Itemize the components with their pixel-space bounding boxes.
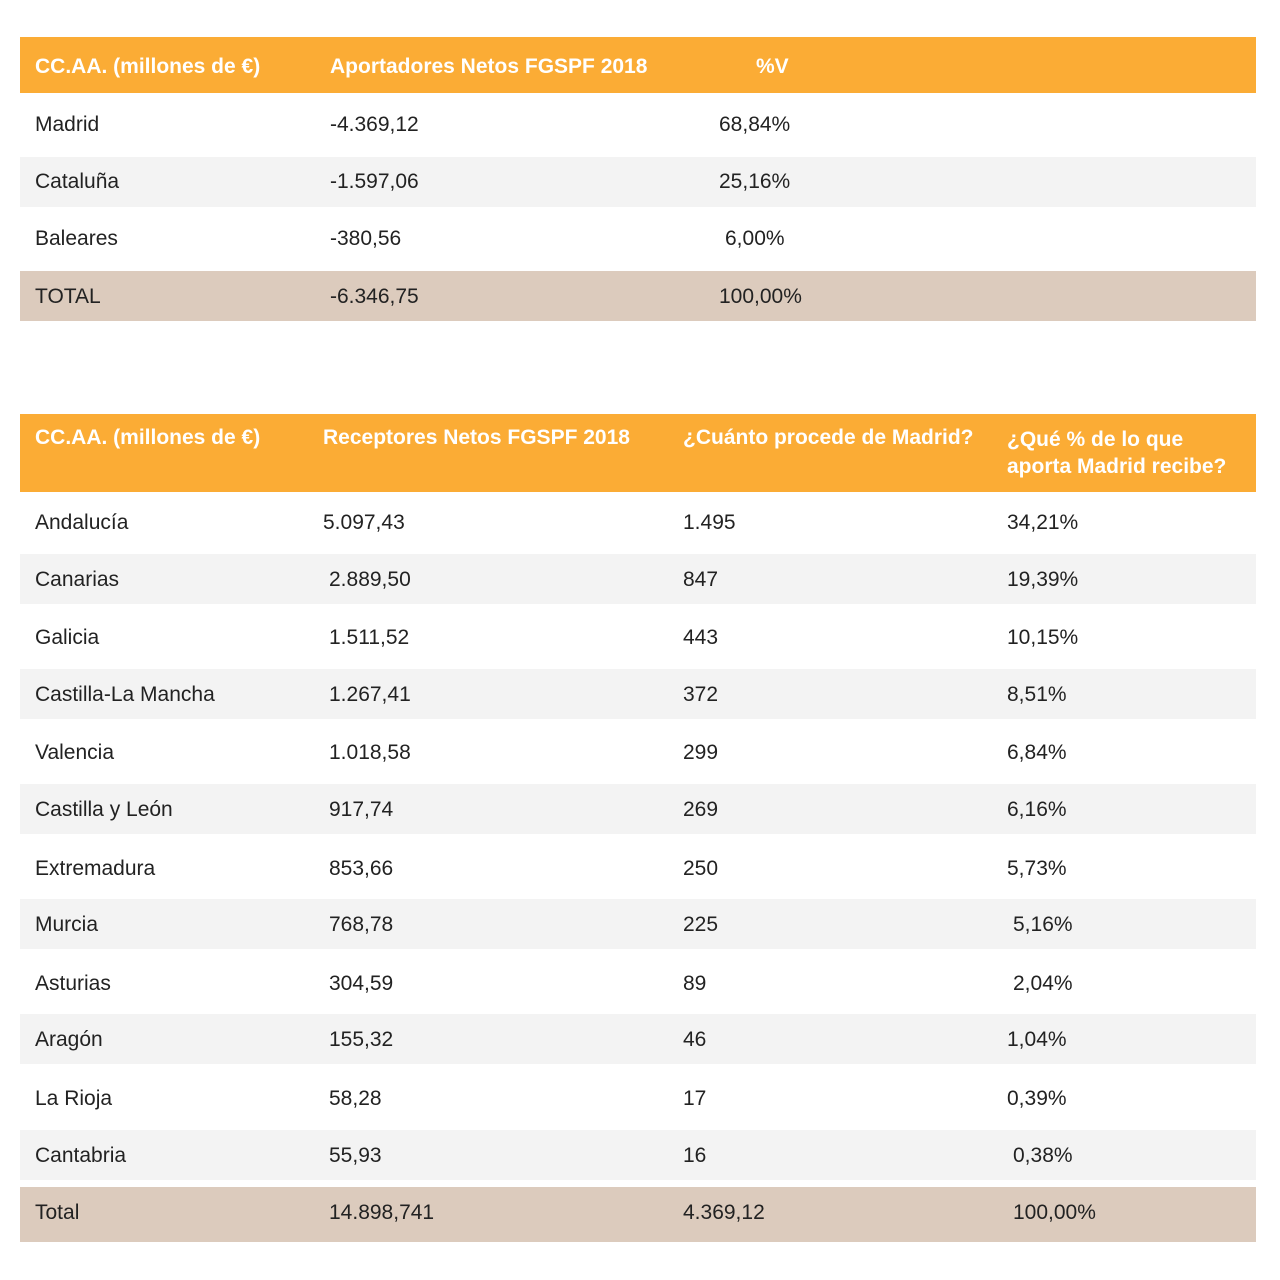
cell-value: 1.018,58 [329,741,411,764]
table-row-total [20,1187,1256,1242]
cell-value: 5.097,43 [323,511,405,534]
cell-value: 155,32 [329,1028,394,1051]
cell-madrid: 250 [683,857,719,880]
cell-region: TOTAL [35,285,101,308]
table-row [20,157,1256,207]
cell-percent: 6,00% [725,227,785,250]
cell-percent: 2,04% [1013,972,1073,995]
cell-region: Galicia [35,626,100,649]
table-row [20,838,1256,895]
cell-region: Baleares [35,227,118,250]
header-ccaa: CC.AA. (millones de €) [35,426,261,449]
table-row [20,554,1256,604]
cell-madrid: 16 [683,1144,707,1167]
header-que-porcentaje: ¿Qué % de lo que aporta Madrid recibe? [1007,428,1227,478]
cell-region: Cataluña [35,170,120,193]
table-row [20,899,1256,949]
cell-percent: 100,00% [1013,1201,1096,1224]
cell-percent: 10,15% [1007,626,1079,649]
cell-percent: 8,51% [1007,683,1067,706]
table-row-total [20,271,1256,321]
cell-percent: 25,16% [719,170,791,193]
table-row [20,784,1256,834]
cell-region: Valencia [35,741,114,764]
cell-madrid: 443 [683,626,719,649]
cell-region: Castilla-La Mancha [35,683,215,706]
table-row [20,1014,1256,1064]
cell-value: 853,66 [329,857,394,880]
table-row [20,1068,1256,1125]
cell-madrid: 299 [683,741,719,764]
cell-madrid: 17 [683,1087,707,1110]
cell-madrid: 269 [683,798,719,821]
cell-value: 55,93 [329,1144,382,1167]
cell-value: 14.898,741 [329,1201,435,1224]
cell-madrid: 46 [683,1028,707,1051]
receptores-table [20,414,1256,1238]
cell-region: Cantabria [35,1144,127,1167]
table-row [20,1130,1256,1180]
cell-region: Madrid [35,113,100,136]
receptores-header-row [20,414,1256,492]
header-aportadores: Aportadores Netos FGSPF 2018 [330,55,648,78]
cell-madrid: 1.495 [683,511,736,534]
cell-madrid: 89 [683,972,707,995]
table-row [20,607,1256,664]
cell-value: 917,74 [329,798,394,821]
cell-value: 58,28 [329,1087,382,1110]
header-ccaa: CC.AA. (millones de €) [35,55,261,78]
header-percent: %V [756,55,789,78]
cell-madrid: 372 [683,683,719,706]
table-row [20,492,1256,549]
cell-region: Aragón [35,1028,103,1051]
table-row [20,212,1256,269]
cell-value: 1.511,52 [329,626,410,649]
cell-madrid: 4.369,12 [683,1201,765,1224]
cell-value: -4.369,12 [330,113,419,136]
cell-region: Andalucía [35,511,129,534]
cell-value: 304,59 [329,972,394,995]
aportadores-header-row [20,37,1256,93]
table-row [20,722,1256,779]
cell-value: -380,56 [330,227,402,250]
cell-percent: 19,39% [1007,568,1079,591]
cell-region: Extremadura [35,857,156,880]
cell-madrid: 847 [683,568,719,591]
cell-region: Murcia [35,913,99,936]
cell-percent: 68,84% [719,113,791,136]
cell-region: Total [35,1201,80,1224]
cell-value: 768,78 [329,913,394,936]
aportadores-table [20,37,1256,321]
cell-percent: 1,04% [1007,1028,1067,1051]
cell-percent: 6,84% [1007,741,1067,764]
cell-percent: 5,73% [1007,857,1067,880]
cell-value: 1.267,41 [329,683,411,706]
header-receptores: Receptores Netos FGSPF 2018 [323,426,630,449]
cell-value: -6.346,75 [330,285,419,308]
header-cuanto-madrid: ¿Cuánto procede de Madrid? [683,426,974,449]
cell-value: -1.597,06 [330,170,419,193]
cell-region: La Rioja [35,1087,113,1110]
cell-region: Asturias [35,972,111,995]
table-row [20,953,1256,1010]
cell-value: 2.889,50 [329,568,411,591]
cell-percent: 0,39% [1007,1087,1067,1110]
cell-madrid: 225 [683,913,719,936]
cell-percent: 5,16% [1013,913,1073,936]
table-row [20,669,1256,719]
cell-percent: 0,38% [1013,1144,1073,1167]
cell-percent: 6,16% [1007,798,1067,821]
cell-region: Castilla y León [35,798,173,821]
cell-region: Canarias [35,568,120,591]
table-row [20,93,1256,152]
cell-percent: 100,00% [719,285,802,308]
cell-percent: 34,21% [1007,511,1079,534]
